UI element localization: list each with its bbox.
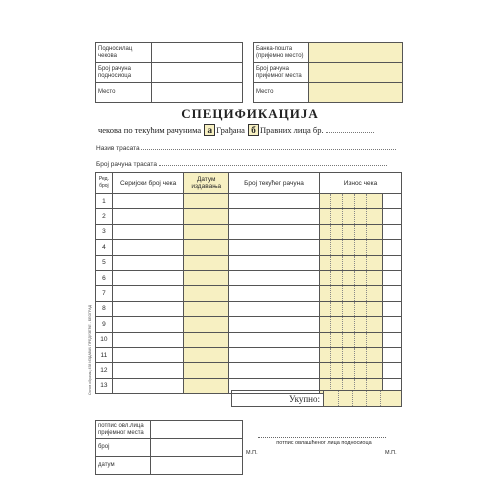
amount-cell[interactable] bbox=[319, 255, 401, 270]
form-subtitle bbox=[98, 124, 374, 136]
issue-date-cell[interactable] bbox=[184, 255, 229, 270]
issue-date-cell[interactable] bbox=[184, 332, 229, 347]
row-number: 12 bbox=[96, 363, 113, 378]
account-number-cell[interactable] bbox=[229, 286, 320, 301]
stamp-mark-2: М.П. bbox=[385, 450, 397, 456]
table-row bbox=[96, 270, 402, 285]
row-number: 7 bbox=[96, 286, 113, 301]
drawee-account-field[interactable] bbox=[159, 165, 387, 166]
amount-cell[interactable] bbox=[319, 240, 401, 255]
receipt-block bbox=[95, 420, 243, 475]
account-number-cell[interactable] bbox=[229, 209, 320, 224]
serial-number-cell[interactable] bbox=[112, 286, 184, 301]
receipt-date-label: датум bbox=[96, 457, 151, 475]
issue-date-cell[interactable] bbox=[184, 363, 229, 378]
serial-number-cell[interactable] bbox=[112, 209, 184, 224]
total-label: Укупно: bbox=[232, 391, 324, 407]
bank-place-label: Место bbox=[254, 83, 309, 103]
row-number: 8 bbox=[96, 301, 113, 316]
issue-date-cell[interactable] bbox=[184, 224, 229, 239]
serial-number-cell[interactable] bbox=[112, 317, 184, 332]
receipt-number-field[interactable] bbox=[151, 439, 243, 457]
row-number: 10 bbox=[96, 332, 113, 347]
account-number-cell[interactable] bbox=[229, 270, 320, 285]
header-date: Датум издавања bbox=[184, 173, 229, 194]
table-row bbox=[96, 255, 402, 270]
account-number-cell[interactable] bbox=[229, 332, 320, 347]
signature-caption: потпис овлашћеног лица подносиоца bbox=[276, 440, 372, 446]
row-number: 3 bbox=[96, 224, 113, 239]
row-number: 1 bbox=[96, 194, 113, 209]
issue-date-cell[interactable] bbox=[184, 301, 229, 316]
issue-date-cell[interactable] bbox=[184, 347, 229, 362]
stamp-mark-1: М.П. bbox=[246, 450, 258, 456]
issue-date-cell[interactable] bbox=[184, 240, 229, 255]
amount-cell[interactable] bbox=[319, 347, 401, 362]
amount-cell[interactable] bbox=[319, 209, 401, 224]
serial-number-cell[interactable] bbox=[112, 240, 184, 255]
header-amount: Износ чека bbox=[319, 173, 401, 194]
amount-cell[interactable] bbox=[319, 286, 401, 301]
drawee-name-row bbox=[96, 145, 402, 152]
issuer-field[interactable] bbox=[152, 43, 243, 63]
bank-account-field[interactable] bbox=[309, 63, 403, 83]
table-row bbox=[96, 317, 402, 332]
amount-cell[interactable] bbox=[319, 194, 401, 209]
row-number: 6 bbox=[96, 270, 113, 285]
table-row bbox=[96, 209, 402, 224]
total-row bbox=[231, 390, 402, 407]
table-row bbox=[96, 194, 402, 209]
subtitle-citizens: Грађана bbox=[216, 125, 245, 135]
account-number-cell[interactable] bbox=[229, 317, 320, 332]
header-account: Број текућег рачуна bbox=[229, 173, 320, 194]
receiver-signature-field[interactable] bbox=[151, 421, 243, 439]
subtitle-prefix: чекова по текућим рачунима bbox=[98, 125, 202, 135]
table-row bbox=[96, 363, 402, 378]
serial-number-cell[interactable] bbox=[112, 347, 184, 362]
table-row bbox=[96, 332, 402, 347]
account-number-cell[interactable] bbox=[229, 347, 320, 362]
account-number-cell[interactable] bbox=[229, 301, 320, 316]
issuer-place-label: Место bbox=[96, 83, 152, 103]
account-number-cell[interactable] bbox=[229, 224, 320, 239]
amount-cell[interactable] bbox=[319, 332, 401, 347]
issue-date-cell[interactable] bbox=[184, 378, 229, 393]
issue-date-cell[interactable] bbox=[184, 194, 229, 209]
bank-field[interactable] bbox=[309, 43, 403, 63]
bank-label: Банка-пошта (пријемно место) bbox=[254, 43, 309, 63]
serial-number-cell[interactable] bbox=[112, 378, 184, 393]
table-row bbox=[96, 240, 402, 255]
account-number-cell[interactable] bbox=[229, 240, 320, 255]
header-no: Ред. број bbox=[96, 173, 113, 194]
row-number: 11 bbox=[96, 347, 113, 362]
drawee-account-label: Број рачуна трасата bbox=[96, 161, 157, 168]
amount-cell[interactable] bbox=[319, 363, 401, 378]
table-row bbox=[96, 224, 402, 239]
issue-date-cell[interactable] bbox=[184, 286, 229, 301]
issuer-block bbox=[95, 42, 243, 103]
issuer-account-label: Број рачуна подносиоца bbox=[96, 63, 152, 83]
header-serial: Серијски број чека bbox=[112, 173, 184, 194]
issuer-place-field[interactable] bbox=[152, 83, 243, 103]
drawee-name-label: Назив трасата bbox=[96, 145, 140, 152]
checkbox-b[interactable]: б bbox=[248, 124, 259, 136]
issuer-account-field[interactable] bbox=[152, 63, 243, 83]
signature-line[interactable] bbox=[258, 437, 386, 438]
receiver-signature-label: потпис овл.лица пријемног места bbox=[96, 421, 151, 439]
bank-account-label: Број рачуна пријемног места bbox=[254, 63, 309, 83]
account-number-cell[interactable] bbox=[229, 194, 320, 209]
serial-number-cell[interactable] bbox=[112, 224, 184, 239]
serial-number-cell[interactable] bbox=[112, 301, 184, 316]
checkbox-a[interactable]: а bbox=[204, 124, 215, 136]
serial-number-cell[interactable] bbox=[112, 255, 184, 270]
serial-number-cell[interactable] bbox=[112, 194, 184, 209]
issuer-label: Подносилац чекова bbox=[96, 43, 152, 63]
receipt-number-label: број bbox=[96, 439, 151, 457]
serial-number-cell[interactable] bbox=[112, 332, 184, 347]
total-amount-field[interactable] bbox=[324, 391, 402, 407]
amount-cell[interactable] bbox=[319, 317, 401, 332]
amount-cell[interactable] bbox=[319, 270, 401, 285]
row-number: 13 bbox=[96, 378, 113, 393]
amount-cell[interactable] bbox=[319, 224, 401, 239]
checks-table bbox=[95, 172, 402, 394]
bank-block bbox=[253, 42, 403, 103]
row-number: 9 bbox=[96, 317, 113, 332]
table-row bbox=[96, 286, 402, 301]
table-row bbox=[96, 347, 402, 362]
issue-date-cell[interactable] bbox=[184, 209, 229, 224]
specification-number-field[interactable] bbox=[326, 132, 374, 133]
issue-date-cell[interactable] bbox=[184, 317, 229, 332]
account-number-cell[interactable] bbox=[229, 255, 320, 270]
side-publisher-note: Основ образац 458 ИЗДАВАЧ ПРЕДУЗЕЋЕ - БЕОГРАД bbox=[88, 304, 92, 395]
form-title: СПЕЦИФИКАЦИЈА bbox=[181, 106, 319, 121]
receipt-date-field[interactable] bbox=[151, 457, 243, 475]
subtitle-legal: Правних лица бр. bbox=[260, 125, 324, 135]
bank-place-field[interactable] bbox=[309, 83, 403, 103]
row-number: 4 bbox=[96, 240, 113, 255]
serial-number-cell[interactable] bbox=[112, 270, 184, 285]
drawee-name-field[interactable] bbox=[141, 149, 396, 150]
drawee-account-row bbox=[96, 161, 402, 168]
table-header bbox=[96, 173, 402, 194]
amount-cell[interactable] bbox=[319, 301, 401, 316]
issue-date-cell[interactable] bbox=[184, 270, 229, 285]
row-number: 2 bbox=[96, 209, 113, 224]
row-number: 5 bbox=[96, 255, 113, 270]
serial-number-cell[interactable] bbox=[112, 363, 184, 378]
table-row bbox=[96, 301, 402, 316]
account-number-cell[interactable] bbox=[229, 363, 320, 378]
